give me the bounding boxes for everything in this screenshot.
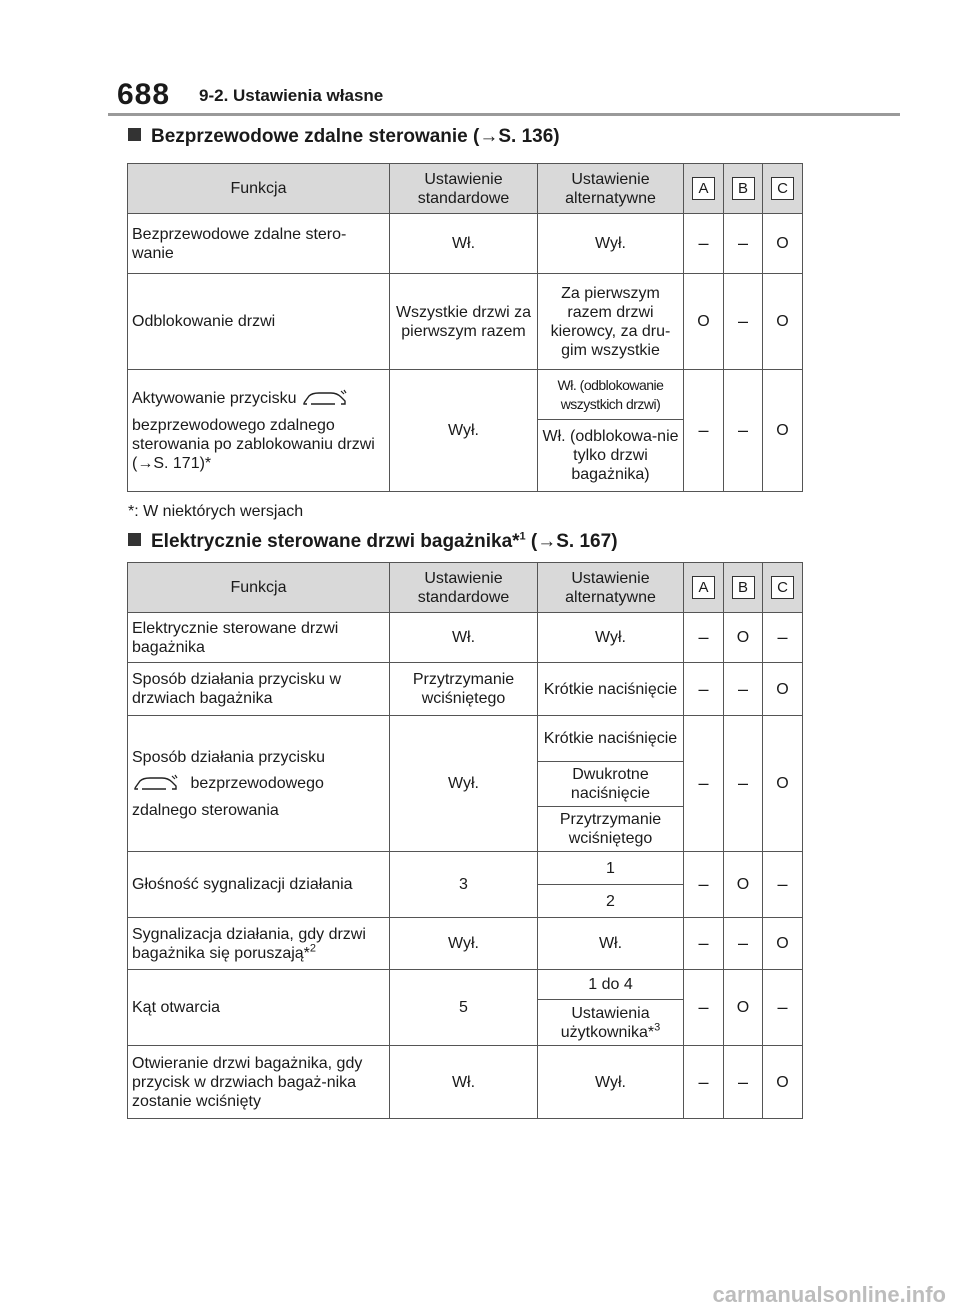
- col-c: [763, 164, 803, 214]
- tag-b: B: [732, 177, 755, 200]
- cell-alternative-2: 2: [538, 885, 684, 918]
- cell-function: Elektrycznie sterowane drzwi bagażnika: [128, 613, 390, 663]
- cell-b: –: [724, 274, 763, 370]
- table-row: [128, 274, 803, 370]
- cell-standard: Wł.: [390, 1046, 538, 1119]
- cell-alternative: Krótkie naciśnięcie: [538, 663, 684, 716]
- cell-a: –: [684, 214, 724, 274]
- cell-b: O: [724, 852, 763, 918]
- table-row: [128, 918, 803, 970]
- cell-b: –: [724, 370, 763, 492]
- cell-function: [128, 716, 390, 852]
- table-remote-control: [127, 163, 803, 492]
- section-title-ref: →S. 136): [479, 126, 560, 147]
- col-function: Funkcja: [128, 563, 390, 613]
- cell-function: Otwieranie drzwi bagażnika, gdy przycisk w drzwiach bagaż-nika zostanie wciśnięty: [128, 1046, 390, 1119]
- tag-b: B: [732, 576, 755, 599]
- table-row: [128, 214, 803, 274]
- page-number: 688: [117, 78, 171, 111]
- section-title-text: Elektrycznie sterowane drzwi bagażnika*: [151, 531, 520, 552]
- cell-b: –: [724, 918, 763, 970]
- section-title-sup: 1: [519, 530, 526, 543]
- col-standard: Ustawienie standardowe: [390, 563, 538, 613]
- cell-function: Odblokowanie drzwi: [128, 274, 390, 370]
- section-title-text: Bezprzewodowe zdalne sterowanie (: [151, 126, 480, 147]
- table-power-tailgate: [127, 562, 803, 1119]
- cell-c: O: [763, 663, 803, 716]
- section-bullet: [128, 128, 141, 141]
- cell-alternative: Wył.: [538, 613, 684, 663]
- cell-c: O: [763, 1046, 803, 1119]
- table-header-row: [128, 563, 803, 613]
- cell-c: –: [763, 852, 803, 918]
- table-row: [128, 663, 803, 716]
- cell-a: –: [684, 613, 724, 663]
- section-bullet: [128, 533, 141, 546]
- cell-a: –: [684, 852, 724, 918]
- cell-function: [128, 918, 390, 970]
- cell-a: –: [684, 1046, 724, 1119]
- col-alternative: Ustawienie alternatywne: [538, 164, 684, 214]
- tag-c: C: [771, 177, 794, 200]
- car-key-button-icon: [301, 388, 349, 410]
- cell-function-sup: 2: [309, 942, 317, 955]
- watermark: carmanualsonline.info: [712, 1282, 946, 1307]
- cell-function-text-1: Sposób działania przycisku: [132, 748, 325, 766]
- cell-standard: 5: [390, 970, 538, 1046]
- cell-function-text: Sygnalizacja działania, gdy drzwi bagażnika się poruszają*: [132, 925, 366, 962]
- section-title-tailgate: [128, 531, 618, 553]
- section-title-ref: (→S. 167): [525, 531, 618, 552]
- cell-c: O: [763, 274, 803, 370]
- tag-c: C: [771, 576, 794, 599]
- cell-a: –: [684, 970, 724, 1046]
- tag-a: A: [692, 576, 715, 599]
- cell-b: –: [724, 214, 763, 274]
- col-function: Funkcja: [128, 164, 390, 214]
- header-rule: [108, 113, 900, 116]
- col-b: [724, 164, 763, 214]
- cell-alternative-1: 1 do 4: [538, 970, 684, 1000]
- cell-function: Sposób działania przycisku w drzwiach bagażnika: [128, 663, 390, 716]
- cell-alternative-sup: 3: [654, 1021, 661, 1034]
- cell-function-line-2: [132, 773, 385, 795]
- cell-alternative-1: Krótkie naciśnięcie: [538, 716, 684, 762]
- table-row: [128, 1046, 803, 1119]
- cell-c: –: [763, 613, 803, 663]
- table-row: [128, 370, 803, 420]
- cell-c: O: [763, 370, 803, 492]
- cell-alternative-1: Wł. (odblokowanie wszystkich drzwi): [538, 370, 684, 420]
- cell-a: O: [684, 274, 724, 370]
- cell-standard: Wł.: [390, 613, 538, 663]
- cell-b: –: [724, 663, 763, 716]
- cell-alternative: Za pierwszym razem drzwi kierowcy, za dru-gim wszystkie: [538, 274, 684, 370]
- cell-standard: Wł.: [390, 214, 538, 274]
- col-alternative: Ustawienie alternatywne: [538, 563, 684, 613]
- table-row: [128, 613, 803, 663]
- chapter-title: 9-2. Ustawienia własne: [199, 86, 384, 105]
- table-row: [128, 716, 803, 762]
- cell-alternative: Wył.: [538, 214, 684, 274]
- cell-standard: Wył.: [390, 918, 538, 970]
- cell-standard: Wył.: [390, 370, 538, 492]
- cell-alternative-2: Dwukrotne naciśnięcie: [538, 762, 684, 807]
- cell-a: –: [684, 663, 724, 716]
- cell-alternative: Wył.: [538, 1046, 684, 1119]
- table-row: [128, 970, 803, 1000]
- cell-b: –: [724, 1046, 763, 1119]
- col-b: [724, 563, 763, 613]
- col-a: [684, 563, 724, 613]
- col-a: [684, 164, 724, 214]
- section-title-remote: [128, 126, 560, 148]
- col-standard: Ustawienie standardowe: [390, 164, 538, 214]
- cell-alternative-1: 1: [538, 852, 684, 885]
- cell-function-text-3: zdalnego sterowania: [132, 801, 279, 819]
- cell-standard: Wszystkie drzwi za pierwszym razem: [390, 274, 538, 370]
- table-header-row: [128, 164, 803, 214]
- cell-standard: 3: [390, 852, 538, 918]
- cell-function-text-2: bezprzewodowego: [190, 774, 324, 792]
- car-key-button-icon: [132, 773, 180, 795]
- cell-alternative-2: Wł. (odblokowa-nie tylko drzwi bagażnika): [538, 420, 684, 492]
- cell-alternative-text: Ustawienia użytkownika*: [560, 1004, 655, 1041]
- cell-function-text-2: bezprzewodowego zdalnego sterowania po zablokowaniu drzwi (→S. 171)*: [132, 417, 375, 472]
- cell-b: –: [724, 716, 763, 852]
- cell-alternative-2: [538, 1000, 684, 1046]
- cell-standard: Przytrzymanie wciśniętego: [390, 663, 538, 716]
- cell-function: Bezprzewodowe zdalne stero-wanie: [128, 214, 390, 274]
- cell-standard: Wył.: [390, 716, 538, 852]
- cell-function-text-1: Aktywowanie przycisku: [132, 390, 297, 408]
- cell-function: Głośność sygnalizacji działania: [128, 852, 390, 918]
- cell-b: O: [724, 613, 763, 663]
- cell-c: O: [763, 214, 803, 274]
- cell-c: O: [763, 716, 803, 852]
- table-row: [128, 852, 803, 885]
- cell-function: Kąt otwarcia: [128, 970, 390, 1046]
- cell-a: –: [684, 918, 724, 970]
- tag-a: A: [692, 177, 715, 200]
- cell-c: –: [763, 970, 803, 1046]
- cell-a: –: [684, 370, 724, 492]
- cell-c: O: [763, 918, 803, 970]
- cell-b: O: [724, 970, 763, 1046]
- cell-a: –: [684, 716, 724, 852]
- col-c: [763, 563, 803, 613]
- cell-alternative-3: Przytrzymanie wciśniętego: [538, 807, 684, 852]
- cell-alternative: Wł.: [538, 918, 684, 970]
- cell-function: [128, 370, 390, 492]
- footnote: *: W niektórych wersjach: [128, 503, 304, 520]
